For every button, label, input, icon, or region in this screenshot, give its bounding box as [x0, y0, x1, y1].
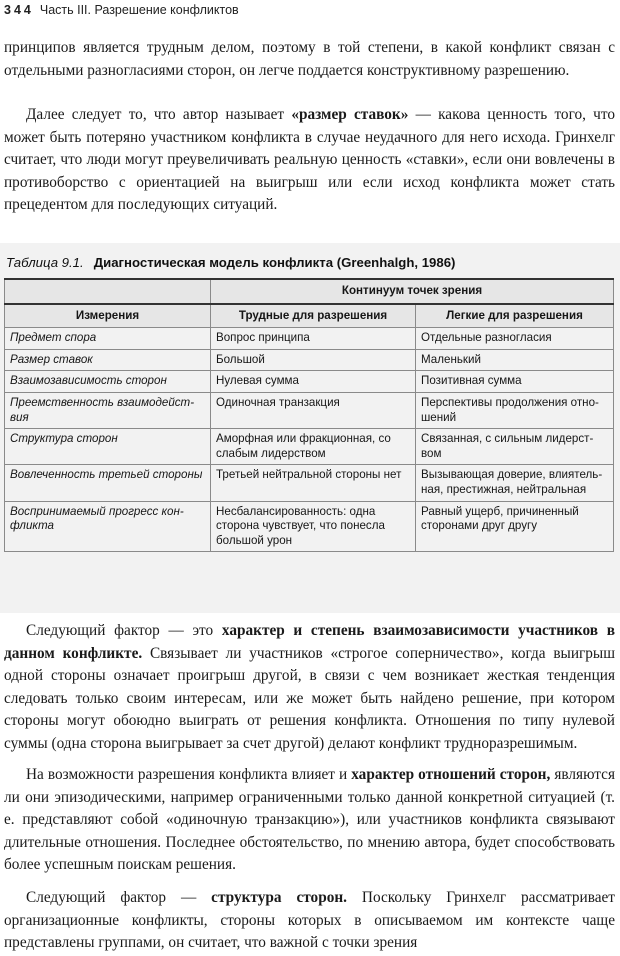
- p4-bold-term: характер отношений сторон,: [351, 766, 551, 783]
- cell-dimension: Структура сторон: [5, 429, 211, 465]
- cell-easy: Отдельные разногласия: [416, 328, 614, 350]
- table-spanning-header-row: [5, 279, 614, 304]
- paragraph-2: [4, 104, 615, 217]
- cell-dimension: Вовлеченность третьей стороны: [5, 465, 211, 501]
- table-caption: [6, 255, 455, 270]
- part-title: Часть III. Разрешение конфликтов: [39, 3, 239, 17]
- p4-text-rest: являются ли они эпизодическими, например ограниченными только данной конкретной ситуацией (т. е. представляют собой «одиночную транзакцию»), или участников конфликта связывают длительные отношения. Последнее обстоятельство, по мнению автора, будет способствовать более успешным поискам решения.: [4, 766, 616, 874]
- table-row: [5, 429, 614, 465]
- table-header-row: [5, 304, 614, 328]
- cell-hard: Большой: [211, 349, 416, 371]
- table-title: Диагностическая модель конфликта (Greenhalgh, 1986): [93, 255, 456, 270]
- col-header-easy: Легкие для разрешения: [416, 304, 614, 328]
- table-row: [5, 371, 614, 393]
- cell-dimension: Предмет спора: [5, 328, 211, 350]
- p2-text: Далее следует то, что автор называет: [26, 106, 292, 123]
- cell-hard: Нулевая сумма: [211, 371, 416, 393]
- cell-hard: Третьей нейтральной стороны нет: [211, 465, 416, 501]
- p4-text: На возможности разрешения конфликта влияет и: [26, 766, 352, 783]
- paragraph-1: принципов является трудным делом, поэтому в той степени, в какой конфликт связан с отдельными разногласиями сторон, он легче поддается конструктивному разрешению.: [4, 39, 615, 79]
- cell-easy: Связанная, с сильным лидерством: [416, 429, 614, 465]
- cell-easy: Позитивная сумма: [416, 371, 614, 393]
- table-number: Таблица 9.1.: [6, 255, 84, 270]
- cell-hard: Вопрос принципа: [211, 328, 416, 350]
- cell-hard: Аморфная или фракционная, со слабым лидерством: [211, 429, 416, 465]
- cell-hard: Одиночная транзакция: [211, 392, 416, 428]
- p5-text: Следующий фактор —: [26, 889, 212, 906]
- cell-dimension: Преемственность взаимодействия: [5, 392, 211, 428]
- p3-bold-term: характер и степень взаимозависимости участников в данном конфликте.: [4, 622, 616, 662]
- cell-easy: Перспективы продолжения отношений: [416, 392, 614, 428]
- cell-easy: Равный ущерб, причиненный сторонами друг другу: [416, 501, 614, 552]
- table-row: [5, 392, 614, 428]
- spanning-header: Континуум точек зрения: [211, 279, 614, 304]
- cell-easy: Маленький: [416, 349, 614, 371]
- cell-dimension: Размер ставок: [5, 349, 211, 371]
- cell-dimension: Воспринимаемый прогресс конфликта: [5, 501, 211, 552]
- diagnostic-model-table: [4, 278, 614, 552]
- table-row: [5, 501, 614, 552]
- table-figure: [0, 243, 620, 613]
- paragraph-5: [4, 887, 615, 955]
- p3-text: Следующий фактор — это: [26, 622, 222, 639]
- cell-easy: Вызывающая доверие, влиятельная, престижная, нейтральная: [416, 465, 614, 501]
- table-row: [5, 349, 614, 371]
- col-header-dimensions: Измерения: [5, 304, 211, 328]
- col-header-hard: Трудные для разрешения: [211, 304, 416, 328]
- p5-text-rest: Поскольку Гринхелг рассматривает организационные конфликты, стороны которых в описываемом им контексте чаще представлены группами, он считает, что важной с точки зрения: [4, 889, 615, 952]
- p2-text-rest: — какова ценность того, что может быть потеряно участником конфликта в случае неудачного для него исхода. Гринхелг считает, что люди могут преувеличивать реальную ценность «ставки», если они вовлечены в противоборство с ориентацией на выигрыш или если исход конфликта может стать прецедентом для последующих ситуаций.: [4, 106, 615, 214]
- table-row: [5, 465, 614, 501]
- p2-bold-term: «размер ставок»: [291, 106, 409, 123]
- table-row: [5, 328, 614, 350]
- p3-text-rest: Связывает ли участников «строгое соперничество», когда выигрыш одной стороны означает проигрыш другой, в связи с чем возникает жесткая тенденция следовать только своим интересам, или же может быть найдено решение, при котором стороны могут обоюдно выиграть от решения конфликта. Отношения по типу нулевой суммы (одна сторона выигрывает за счет другой) делают конфликт трудноразрешимым.: [4, 644, 615, 752]
- paragraph-3: [4, 620, 615, 756]
- cell-dimension: Взаимозависимость сторон: [5, 371, 211, 393]
- cell-hard: Несбалансированность: одна сторона чувствует, что понесла большой урон: [211, 501, 416, 552]
- page-number: 344: [4, 3, 34, 17]
- paragraph-4: [4, 764, 615, 877]
- running-header: [4, 3, 239, 17]
- p5-bold-term: структура сторон.: [211, 889, 347, 906]
